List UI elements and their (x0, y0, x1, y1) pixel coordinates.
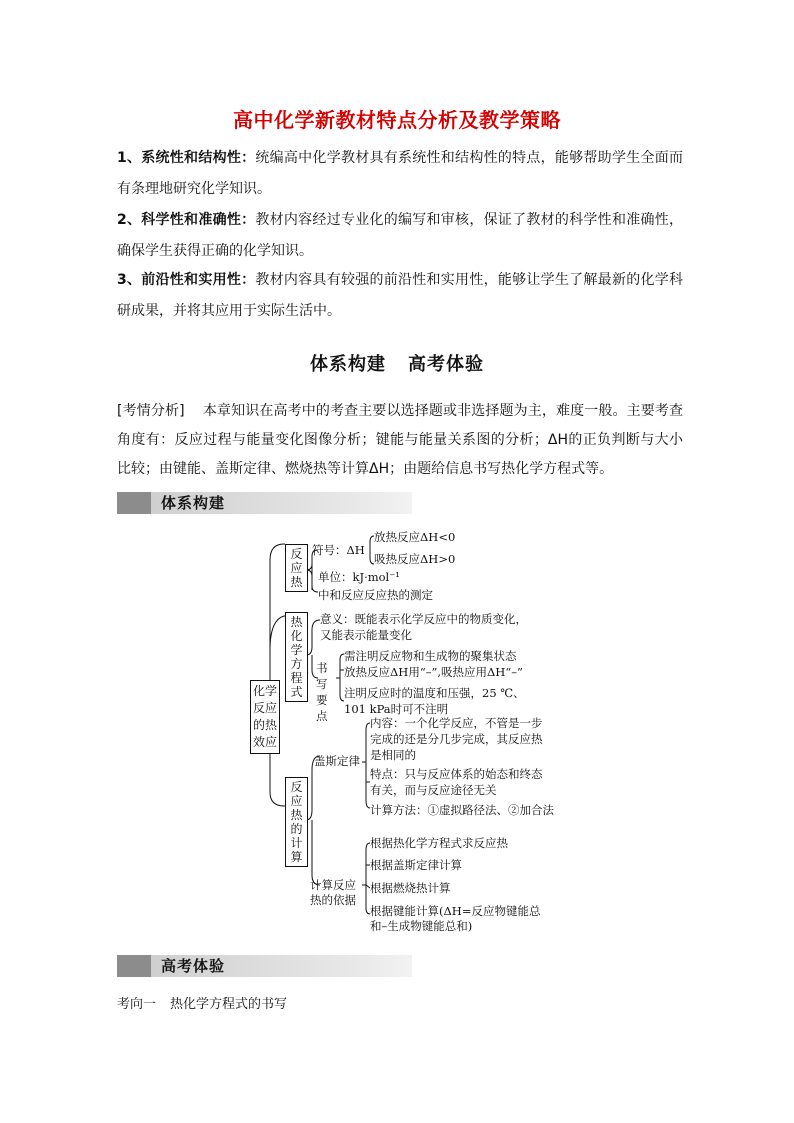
measurement-label: 中和反应反应热的测定 (318, 588, 433, 602)
section-title-left: 体系构建 (310, 354, 386, 375)
basis-label-2: 热的依据 (310, 893, 356, 907)
branch-heat-calculation: 反应热的计算 (285, 777, 308, 867)
point-3 (117, 265, 683, 327)
point-1 (117, 143, 683, 205)
basis-d-2: 和–生成物键能总和) (370, 919, 473, 933)
hess-law-label: 盖斯定律 (314, 754, 360, 768)
writing-point-4: 101 kPa时可不注明 (344, 702, 449, 716)
section-bar-exam-label: 高考体验 (161, 957, 226, 975)
meaning-line-2: 又能表示能量变化 (320, 628, 412, 642)
point-2-head: 2、科学性和准确性： (117, 212, 256, 228)
section-bar-structure (117, 492, 412, 514)
branch-reaction-heat: 反应热 (285, 544, 308, 592)
exam-direction (117, 993, 287, 1012)
basis-b: 根据盖斯定律计算 (370, 858, 462, 872)
point-2-body: 教材内容经过专业化的编写和审核，保证了教材的科学性和准确性，确保学生获得正确的化学知识。 (117, 212, 683, 259)
basis-d-1: 根据键能计算(ΔH=反应物键能总 (370, 904, 541, 918)
hess-feature-1: 特点：只与反应体系的始态和终态 (370, 767, 543, 781)
exam-direction-title: 热化学方程式的书写 (170, 997, 288, 1012)
point-2 (117, 205, 683, 267)
page-title: 高中化学新教材特点分析及教学策略 (233, 108, 561, 132)
writing-points-label: 书写要点 (316, 661, 328, 723)
symbol-label: 符号：ΔH (312, 543, 365, 557)
hess-content-1: 内容：一个化学反应，不管是一步 (370, 716, 543, 730)
point-1-head: 1、系统性和结构性： (117, 150, 256, 166)
meaning-line-1: 意义：既能表示化学反应中的物质变化， (320, 612, 527, 626)
unit-label: 单位：kJ·mol⁻¹ (318, 570, 400, 584)
exothermic-label: 放热反应ΔH<0 (374, 530, 456, 544)
writing-point-2: 放热反应ΔH用“–”,吸热应用ΔH“–” (344, 665, 523, 679)
section-title (0, 350, 794, 376)
exam-analysis (117, 397, 683, 484)
point-3-head: 3、前沿性和实用性： (117, 272, 256, 288)
basis-label-1: 计算反应 (310, 878, 356, 892)
analysis-text: 本章知识在高考中的考查主要以选择题或非选择题为主，难度一般。主要考查角度有：反应过程与能量变化图像分析；键能与能量关系图的分析；ΔH的正负判断与大小比较；由键能、盖斯定律、燃烧热等计算ΔH；由题给信息书写热化学方程式等。 (117, 403, 683, 477)
section-bar-structure-label: 体系构建 (161, 494, 226, 512)
exam-direction-index: 考向一 (117, 997, 157, 1012)
writing-point-1: 需注明反应物和生成物的聚集状态 (344, 649, 517, 663)
endothermic-label: 吸热反应ΔH>0 (374, 552, 456, 566)
point-3-body: 教材内容具有较强的前沿性和实用性，能够让学生了解最新的化学科研成果，并将其应用于实际生活中。 (117, 272, 683, 319)
branch-thermo-equation: 热化学方程式 (285, 612, 308, 702)
hess-feature-2: 有关，而与反应途径无关 (370, 783, 497, 797)
basis-a: 根据热化学方程式求反应热 (370, 836, 508, 850)
section-bar-exam (117, 955, 412, 977)
hess-method: 计算方法：①虚拟路径法、②加合法 (370, 803, 554, 817)
diagram-root: 化学反应的热效应 (250, 680, 280, 754)
knowledge-diagram (240, 530, 580, 940)
hess-content-2: 完成的还是分几步完成，其反应热 (370, 732, 543, 746)
point-1-body: 统编高中化学教材具有系统性和结构性的特点，能够帮助学生全面而有条理地研究化学知识。 (117, 150, 683, 197)
basis-c: 根据燃烧热计算 (370, 881, 451, 895)
hess-content-3: 是相同的 (370, 748, 416, 762)
writing-point-3: 注明反应时的温度和压强，25 ℃、 (344, 686, 525, 700)
section-title-right: 高考体验 (408, 354, 484, 375)
analysis-tag: [考情分析] (117, 403, 185, 419)
